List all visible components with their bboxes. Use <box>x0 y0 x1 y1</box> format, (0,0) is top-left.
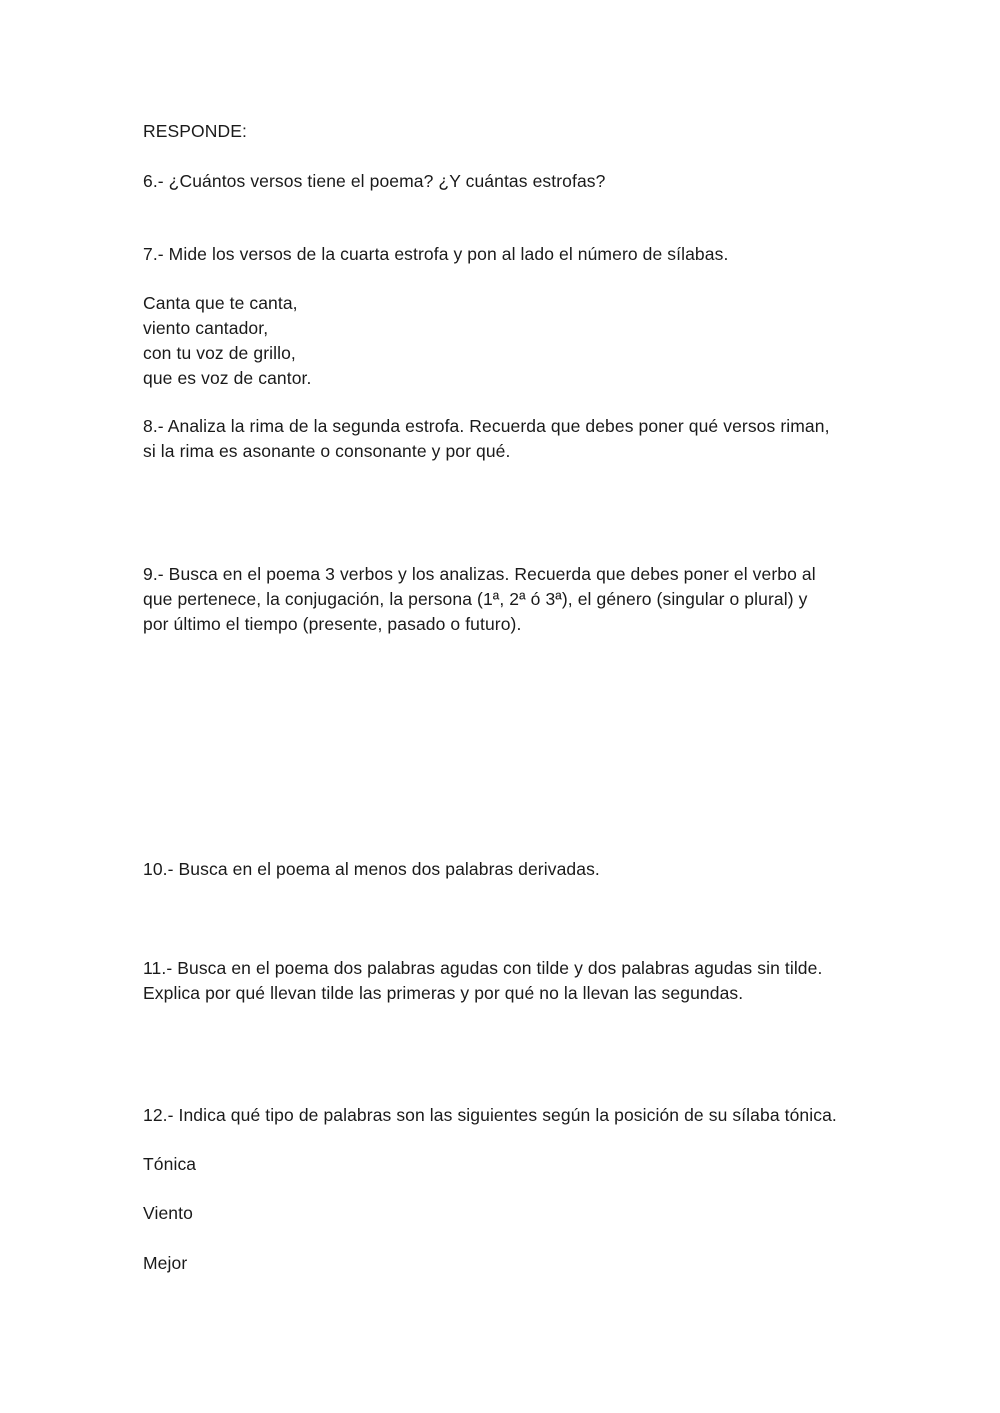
word-2: Viento <box>143 1203 193 1223</box>
question-8-line-1: 8.- Analiza la rima de la segunda estrofa. Recuerda que debes poner qué versos riman, <box>143 416 830 436</box>
question-11-line-2: Explica por qué llevan tilde las primeras y por qué no la llevan las segundas. <box>143 983 744 1003</box>
question-12: 12.- Indica qué tipo de palabras son las siguientes según la posición de su sílaba tónica. <box>143 1105 837 1125</box>
question-9-line-2: que pertenece, la conjugación, la persona (1ª, 2ª ó 3ª), el género (singular o plural) y <box>143 589 808 609</box>
question-10: 10.- Busca en el poema al menos dos palabras derivadas. <box>143 859 600 879</box>
word-3: Mejor <box>143 1253 188 1273</box>
question-9-line-1: 9.- Busca en el poema 3 verbos y los analizas. Recuerda que debes poner el verbo al <box>143 564 816 584</box>
question-8-line-2: si la rima es asonante o consonante y por qué. <box>143 441 511 461</box>
section-heading: RESPONDE: <box>143 121 247 141</box>
question-11-line-1: 11.- Busca en el poema dos palabras agudas con tilde y dos palabras agudas sin tilde. <box>143 958 823 978</box>
question-9-line-3: por último el tiempo (presente, pasado o futuro). <box>143 614 522 634</box>
stanza-line-4: que es voz de cantor. <box>143 368 312 388</box>
stanza-line-1: Canta que te canta, <box>143 293 298 313</box>
question-6: 6.- ¿Cuántos versos tiene el poema? ¿Y cuántas estrofas? <box>143 171 606 191</box>
question-7: 7.- Mide los versos de la cuarta estrofa y pon al lado el número de sílabas. <box>143 244 729 264</box>
stanza-line-2: viento cantador, <box>143 318 269 338</box>
word-1: Tónica <box>143 1154 197 1174</box>
stanza-line-3: con tu voz de grillo, <box>143 343 296 363</box>
